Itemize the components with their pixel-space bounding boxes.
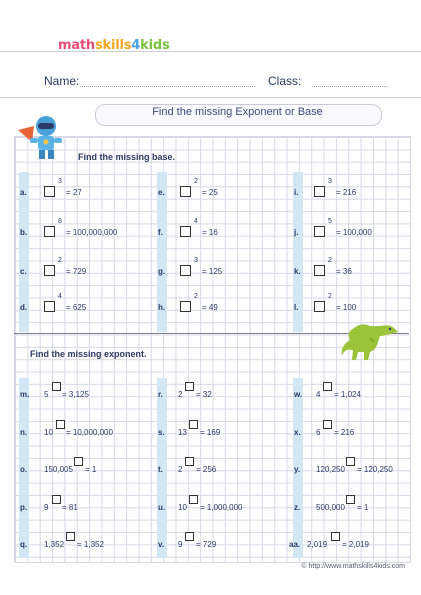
answer-box[interactable] [185,382,194,391]
answer-box[interactable] [189,495,198,504]
answer-box[interactable] [314,186,325,197]
answer-box[interactable] [180,226,191,237]
answer-box[interactable] [44,226,55,237]
copyright-footer[interactable]: © http://www.mathskills4kids.com [301,563,405,570]
answer-box[interactable] [346,457,355,466]
answer-box[interactable] [74,457,83,466]
answer-box[interactable] [180,186,191,197]
answer-box[interactable] [44,301,55,312]
answer-box[interactable] [52,495,61,504]
answer-box[interactable] [314,301,325,312]
answer-box[interactable] [323,382,332,391]
answer-box[interactable] [323,420,332,429]
answer-box[interactable] [180,265,191,276]
worksheet-title: Find the missing Exponent or Base [152,106,323,118]
answer-box[interactable] [185,457,194,466]
answer-box[interactable] [185,532,194,541]
answer-box[interactable] [44,265,55,276]
name-divider [0,97,421,98]
answer-box[interactable] [314,265,325,276]
answer-box[interactable] [314,226,325,237]
answer-box[interactable] [331,532,340,541]
section2-title: Find the missing exponent. [30,349,147,359]
answer-box[interactable] [66,532,75,541]
section1-title: Find the missing base. [78,152,176,162]
answer-box[interactable] [189,420,198,429]
answer-box[interactable] [56,420,65,429]
name-field[interactable] [80,76,255,87]
answer-box[interactable] [346,495,355,504]
name-label: Name: [44,74,80,88]
site-logo: mathskills4kids [58,38,170,53]
answer-box[interactable] [52,382,61,391]
robot-kid-illustration [16,112,72,164]
answer-box[interactable] [180,301,191,312]
header-divider [0,51,421,52]
class-label: Class: [268,74,302,88]
answer-box[interactable] [44,186,55,197]
class-field[interactable] [312,76,387,87]
dinosaur-illustration [340,312,402,362]
